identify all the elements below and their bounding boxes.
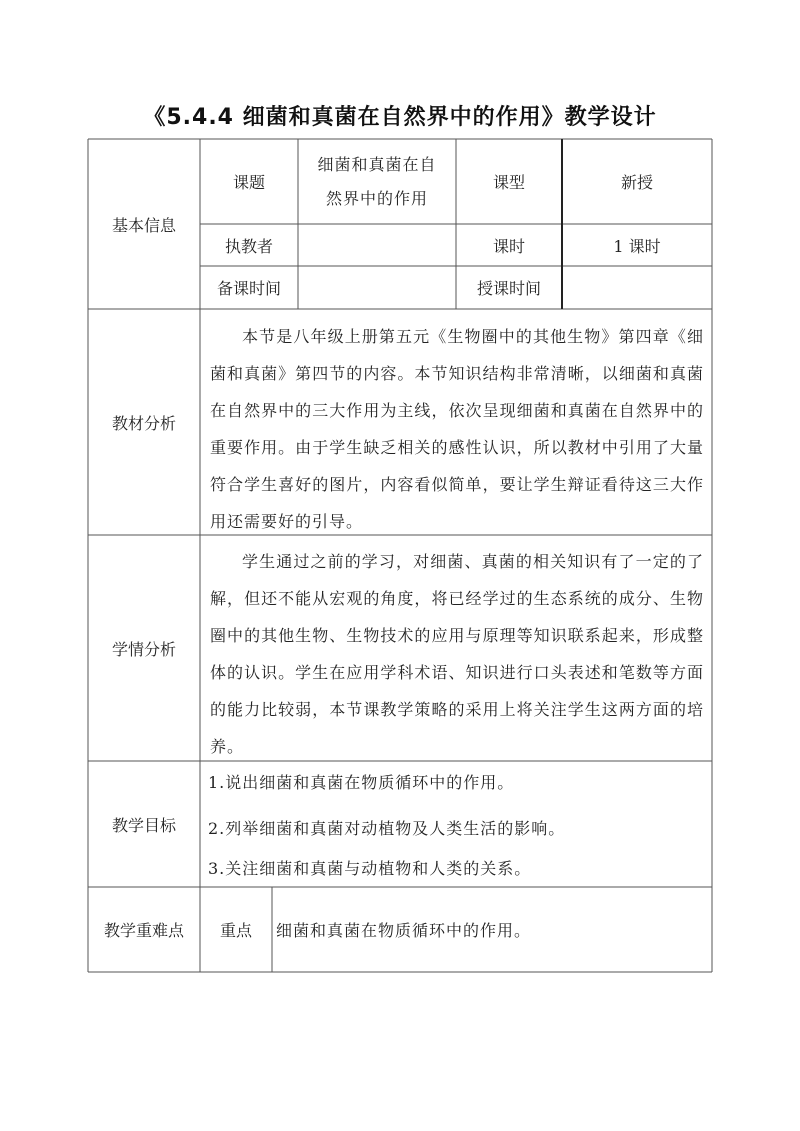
teach-time-label: 授课时间 [476,279,541,298]
hours-label: 课时 [492,236,525,256]
student-analysis-text [210,543,704,765]
topic-value-line1: 细菌和真菌在自 [317,154,437,174]
hours-value: 1 课时 [613,236,661,256]
topic-label: 课题 [232,173,265,192]
textbook-analysis-paragraph: 本节是八年级上册第五元《生物圈中的其他生物》第四章《细菌和真菌》第四节的内容。本节知识结构非常清晰，以细菌和真菌在自然界中的三大作用为主线，依次呈现细菌和真菌在自然界中的重要作用。由于学生缺乏相关的感性认识，所以教材中引用了大量符合学生喜好的图片，内容看似简单，要让学生辩证看待这三大作用还需要好的引导。 [210,327,704,531]
basic-info-label: 基本信息 [111,215,176,235]
type-value: 新授 [620,173,653,192]
teaching-goal-item: 2.列举细菌和真菌对动植物及人类生活的影响。 [208,819,566,838]
textbook-analysis-text [210,318,704,540]
document-title: 《5.4.4 细菌和真菌在自然界中的作用》教学设计 [143,105,657,130]
teaching-goal-item: 1.说出细菌和真菌在物质循环中的作用。 [208,773,515,792]
teach-time-value [562,266,712,309]
prep-time-label: 备课时间 [216,279,281,298]
topic-value [298,139,456,224]
teacher-label: 执教者 [224,236,273,256]
prep-time-value [298,266,456,309]
focus-label: 重点 [219,921,252,940]
teaching-goal-item: 3.关注细菌和真菌与动植物和人类的关系。 [208,859,532,878]
teaching-goals-label: 教学目标 [111,815,176,835]
type-label: 课型 [492,173,525,192]
student-analysis-label: 学情分析 [111,639,176,659]
textbook-analysis-label: 教材分析 [111,413,176,433]
student-analysis-paragraph: 学生通过之前的学习，对细菌、真菌的相关知识有了一定的了解，但还不能从宏观的角度，将已经学过的生态系统的成分、生物圈中的其他生物、生物技术的应用与原理等知识联系起来，形成整体的认识。学生在应用学科术语、知识进行口头表述和笔数等方面的能力比较弱，本节课教学策略的采用上将关注学生这两方面的培养。 [210,552,704,756]
teacher-value [298,224,456,266]
topic-value-line2: 然界中的作用 [325,188,428,208]
key-points-label: 教学重难点 [103,921,184,940]
focus-text: 细菌和真菌在物质循环中的作用。 [276,921,532,940]
